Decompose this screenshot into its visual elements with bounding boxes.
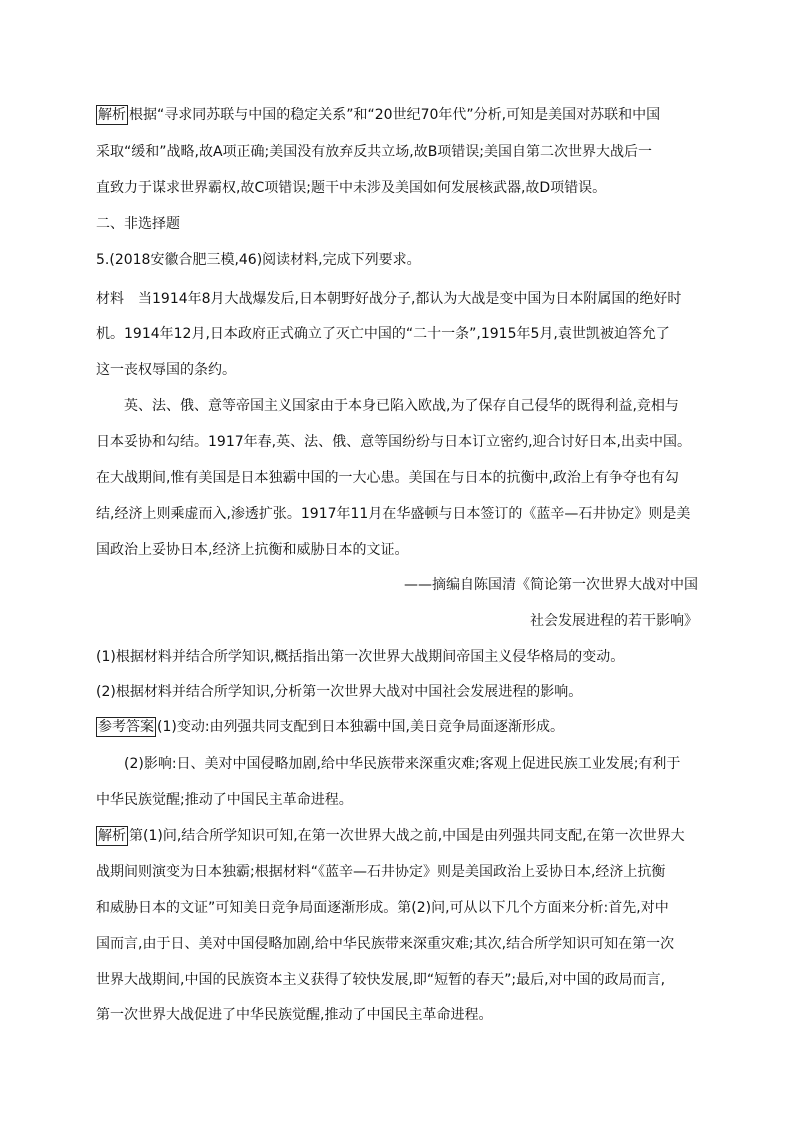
- analysis-tag: 解析: [98, 107, 126, 123]
- analysis-5-line-2: 战期间则演变为日本独霸;根据材料“《蓝辛—石井协定》则是美国政治上妥协日本,经济上抗衡: [96, 864, 666, 880]
- material-p2-line-5: 国政治上妥协日本,经济上抗衡和威胁日本的文证。: [96, 542, 409, 558]
- material-p1-line-2: 机。1914年12月,日本政府正式确立了灭亡中国的“二十一条”,1915年5月,袁世凯被迫答允了: [96, 326, 670, 342]
- q4-analysis-line-2: 采取“缓和”战略,故A项正确;美国没有放弃反共立场,故B项错误;美国自第二次世界大战后一: [96, 144, 653, 160]
- analysis-5-line-1: [96, 825, 698, 847]
- material-source-line-2: 社会发展进程的若干影响》: [530, 613, 698, 629]
- answer-tag: 参考答案: [98, 719, 154, 735]
- material-p2-line-3: 在大战期间,惟有美国是日本独霸中国的一大心患。美国在与日本的抗衡中,政治上有争夺也有勾: [96, 470, 679, 486]
- material-p2-line-1: 英、法、俄、意等帝国主义国家由于本身已陷入欧战,为了保存自己侵华的既得利益,竞相与: [124, 398, 679, 414]
- analysis-5-line-4: 国而言,由于日、美对中国侵略加剧,给中华民族带来深重灾难;其次,结合所学知识可知在第一次: [96, 936, 675, 952]
- analysis-5-line-3: 和威胁日本的文证”可知美日竞争局面逐渐形成。第(2)问,可从以下几个方面来分析:首先,对中: [96, 900, 669, 916]
- material-p2-line-4: 结,经济上则乘虚而入,渗透扩张。1917年11月在华盛顿与日本签订的《蓝辛—石井协定》则是美: [96, 506, 691, 522]
- material-p1-line-1: 材料 当1914年8月大战爆发后,日本朝野好战分子,都认为大战是变中国为日本附属国的绝好时: [96, 291, 682, 307]
- material-source-line-1: ——摘编自陈国清《简论第一次世界大战对中国: [404, 577, 698, 593]
- analysis-5-text: 第(1)问,结合所学知识可知,在第一次世界大战之前,中国是由列强共同支配,在第一次世界大: [129, 828, 685, 844]
- answer-line-1: [96, 716, 698, 738]
- analysis-tag-2: 解析: [98, 828, 126, 844]
- q4-analysis-line-1: [96, 104, 698, 126]
- section-title: 二、非选择题: [96, 216, 180, 232]
- material-p1-line-3: 这一丧权辱国的条约。: [96, 362, 236, 378]
- requirement-1: (1)根据材料并结合所学知识,概括指出第一次世界大战期间帝国主义侵华格局的变动。: [96, 649, 625, 665]
- question-5-stem: 5.(2018安徽合肥三模,46)阅读材料,完成下列要求。: [96, 252, 421, 268]
- answer-line-3: 中华民族觉醒;推动了中国民主革命进程。: [96, 792, 353, 808]
- answer-1-text: (1)变动:由列强共同支配到日本独霸中国,美日竞争局面逐渐形成。: [157, 719, 564, 735]
- analysis-5-line-6: 第一次世界大战促进了中华民族觉醒,推动了中国民主革命进程。: [96, 1007, 493, 1023]
- q4-analysis-text: 根据“寻求同苏联与中国的稳定关系”和“20世纪70年代”分析,可知是美国对苏联和中国: [129, 107, 661, 123]
- q4-analysis-line-3: 直致力于谋求世界霸权,故C项错误;题干中未涉及美国如何发展核武器,故D项错误。: [96, 180, 607, 196]
- material-p2-line-2: 日本妥协和勾结。1917年春,英、法、俄、意等国纷纷与日本订立密约,迎合讨好日本,出卖中国。: [96, 434, 691, 450]
- answer-line-2: (2)影响:日、美对中国侵略加剧,给中华民族带来深重灾难;客观上促进民族工业发展;有利于: [124, 756, 681, 772]
- analysis-5-line-5: 世界大战期间,中国的民族资本主义获得了较快发展,即“短暂的春天”;最后,对中国的政局而言,: [96, 972, 666, 988]
- requirement-2: (2)根据材料并结合所学知识,分析第一次世界大战对中国社会发展进程的影响。: [96, 684, 583, 700]
